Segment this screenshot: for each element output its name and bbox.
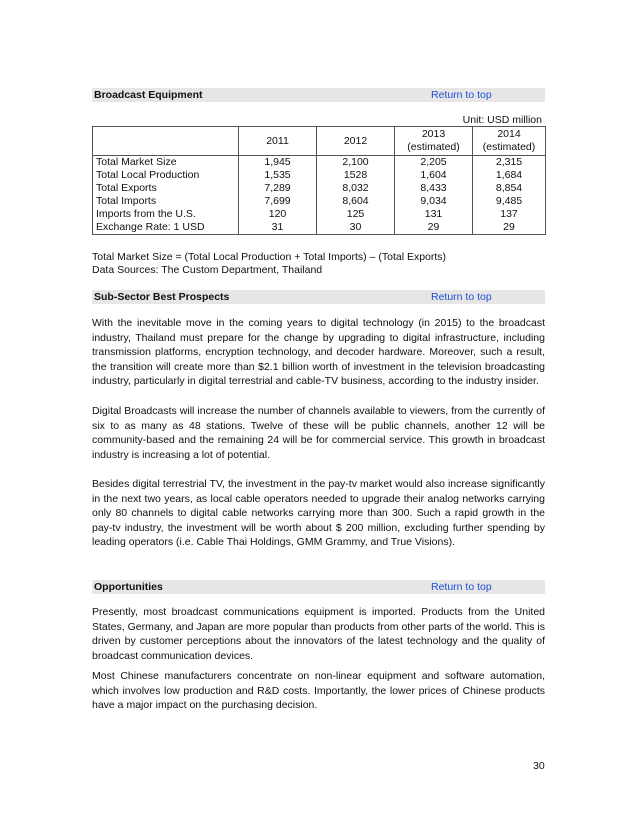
table-cell: 120 — [239, 208, 317, 221]
header-cell-empty — [93, 127, 239, 156]
table-cell: 9,034 — [395, 195, 473, 208]
section-title: Sub-Sector Best Prospects — [94, 291, 230, 303]
table-cell: 137 — [473, 208, 546, 221]
table-row — [93, 221, 546, 235]
table-cell: 1,684 — [473, 169, 546, 182]
paragraph-digital-transition: With the inevitable move in the coming years to digital technology (in 2015) to the broadcast industry, Thailand must prepare for the change by upgrading to digital infrastructure, including transmission platforms, encryption technology, and decoder hardware. Moreover, such a result, the transition will create more than $2.1 billion worth of investment in the television broadcasting industry, particularly in digital terrestrial and cable-TV business, according to the industry insider. — [92, 317, 545, 388]
section-title: Broadcast Equipment — [94, 89, 203, 101]
row-label: Total Imports — [93, 195, 239, 208]
table-row — [93, 182, 546, 195]
return-to-top-link[interactable]: Return to top — [431, 581, 492, 593]
table-cell: 1,604 — [395, 169, 473, 182]
paragraph-imports: Presently, most broadcast communications equipment is imported. Products from the United States, Germany, and Japan are more popular than products from other parts of the world. This is driven by customer perceptions about the innovators of the latest technology and the quality of broadcast communication devices. — [92, 606, 545, 662]
row-label: Total Exports — [93, 182, 239, 195]
table-cell: 2,100 — [317, 156, 395, 170]
header-cell-2012: 2012 — [317, 127, 395, 156]
row-label: Total Local Production — [93, 169, 239, 182]
table-cell: 8,433 — [395, 182, 473, 195]
table-row — [93, 169, 546, 182]
table-cell: 9,485 — [473, 195, 546, 208]
header-cell-2014: 2014 (estimated) — [473, 127, 546, 156]
market-data-table — [92, 126, 546, 235]
market-size-formula: Total Market Size = (Total Local Production + Total Imports) – (Total Exports) — [92, 251, 447, 263]
paragraph-pay-tv: Besides digital terrestrial TV, the investment in the pay-tv market would also increase significantly in the next two years, as local cable operators needed to upgrade their analog networks carrying only 80 channels to digital cable networks carrying more than 300. Such a rapid growth in the pay-tv industry, the investment will be worth about $ 200 million, excluding further spending by leading operators (i.e. Cable Thai Holdings, GMM Grammy, and True Visions). — [92, 478, 545, 549]
table-cell: 8,032 — [317, 182, 395, 195]
return-to-top-link[interactable]: Return to top — [431, 291, 492, 303]
table-cell: 1,945 — [239, 156, 317, 170]
return-to-top-link[interactable]: Return to top — [431, 89, 492, 101]
table-header-row — [93, 127, 546, 156]
row-label: Exchange Rate: 1 USD — [93, 221, 239, 235]
table-cell: 29 — [473, 221, 546, 235]
page-number: 30 — [533, 760, 545, 772]
table-row — [93, 208, 546, 221]
section-header-broadcast-equipment — [92, 88, 545, 102]
table-cell: 2,315 — [473, 156, 546, 170]
table-row — [93, 156, 546, 170]
section-header-sub-sector — [92, 290, 545, 304]
table-cell: 1528 — [317, 169, 395, 182]
paragraph-chinese-manufacturers: Most Chinese manufacturers concentrate on non-linear equipment and software automation, which involves low production and R&D costs. Importantly, the lower prices of Chinese products have a major impact on the purchasing decision. — [92, 670, 545, 712]
table-cell: 2,205 — [395, 156, 473, 170]
row-label: Total Market Size — [93, 156, 239, 170]
section-header-opportunities — [92, 580, 545, 594]
table-cell: 7,699 — [239, 195, 317, 208]
table-cell: 131 — [395, 208, 473, 221]
section-title: Opportunities — [94, 581, 163, 593]
table-cell: 31 — [239, 221, 317, 235]
table-cell: 8,604 — [317, 195, 395, 208]
paragraph-digital-broadcasts: Digital Broadcasts will increase the number of channels available to viewers, from the currently of six to as many as 48 stations. Twelve of these will be public channels, another 12 will be community-based and the remaining 24 will be for commercial service. This growth in broadcast industry is increasing a lot of potential. — [92, 405, 545, 461]
table-cell: 29 — [395, 221, 473, 235]
table-cell: 7,289 — [239, 182, 317, 195]
table-cell: 30 — [317, 221, 395, 235]
table-cell: 1,535 — [239, 169, 317, 182]
header-cell-2013: 2013 (estimated) — [395, 127, 473, 156]
table-unit-label: Unit: USD million — [462, 114, 542, 126]
header-cell-2011: 2011 — [239, 127, 317, 156]
data-source-note: Data Sources: The Custom Department, Thailand — [92, 264, 323, 276]
row-label: Imports from the U.S. — [93, 208, 239, 221]
table-cell: 8,854 — [473, 182, 546, 195]
table-cell: 125 — [317, 208, 395, 221]
table-row — [93, 195, 546, 208]
